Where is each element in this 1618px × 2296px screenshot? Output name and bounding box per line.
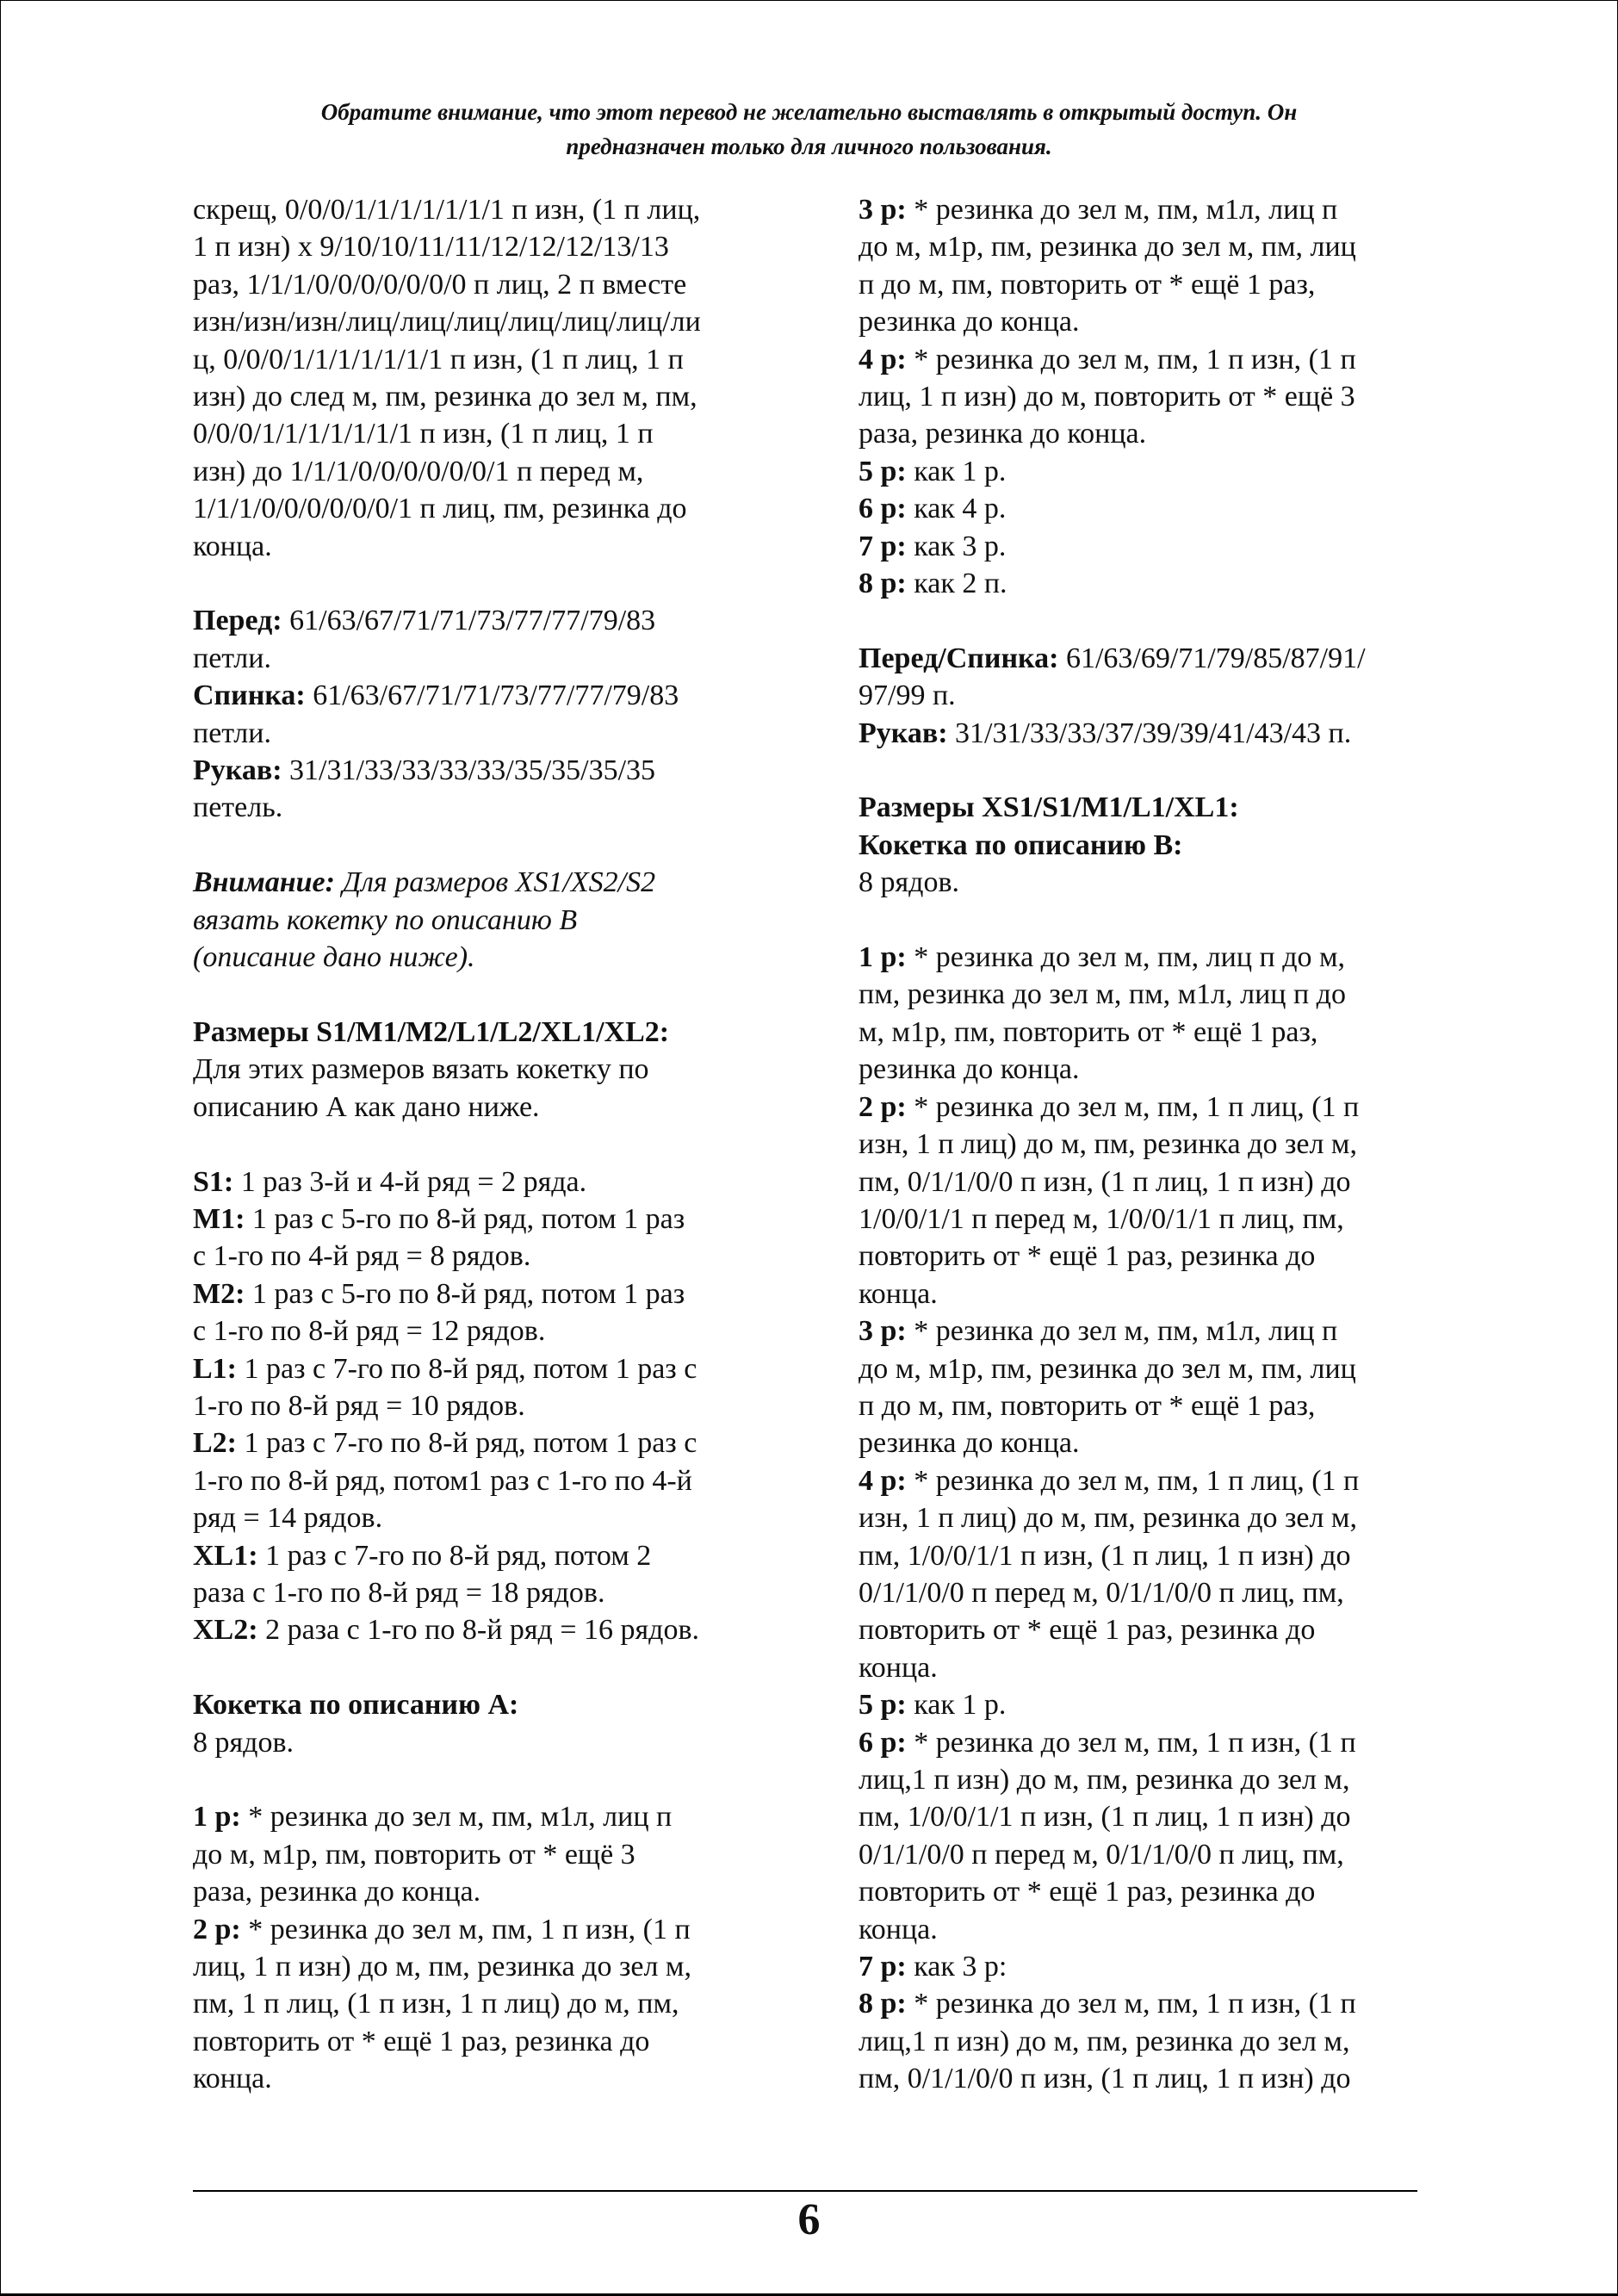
text-line: скрещ, 0/0/0/1/1/1/1/1/1/1 п изн, (1 п лиц, (193, 194, 701, 226)
text-line: изн) до след м, пм, резинка до зел м, пм, (193, 381, 697, 413)
yoke-b-row-6-cont: лиц,1 п изн) до м, пм, резинка до зел м, (859, 1764, 1350, 1796)
size-l2-cont: ряд = 14 рядов. (193, 1502, 383, 1535)
yoke-a-row-2-cont: пм, 1 п лиц, (1 п изн, 1 п лиц) до м, пм, (193, 1988, 679, 2020)
yoke-b-row-8-cont: пм, 0/1/1/0/0 п изн, (1 п лиц, 1 п изн) до (859, 2063, 1351, 2095)
yoke-b-row-1: 1 р: * резинка до зел м, пм, лиц п до м, (859, 941, 1346, 974)
yoke-a-row-3-cont: резинка до конца. (859, 306, 1080, 338)
right-column (859, 191, 1444, 2098)
yoke-a-row-3-cont: до м, м1р, пм, резинка до зел м, пм, лиц (859, 231, 1356, 264)
front-stitch-count: Перед: 61/63/67/71/71/73/77/77/79/83 (193, 605, 656, 637)
front-stitch-unit: петли. (193, 642, 271, 674)
yoke-a-row-4-cont: лиц, 1 п изн) до м, повторить от * ещё 3 (859, 381, 1355, 413)
yoke-b-row-1-cont: резинка до конца. (859, 1053, 1080, 1086)
size-l1: L1: 1 раз с 7-го по 8-й ряд, потом 1 раз с (193, 1352, 697, 1385)
text-line: изн/изн/изн/лиц/лиц/лиц/лиц/лиц/лиц/ли (193, 306, 701, 338)
sleeve-stitch-count: Рукав: 31/31/33/33/33/33/35/35/35/35 (193, 754, 656, 787)
yoke-b-row-2-cont: конца. (859, 1277, 938, 1310)
yoke-a-row-1-cont: до м, м1р, пм, повторить от * ещё 3 (193, 1838, 635, 1871)
yoke-a-row-7: 7 р: как 3 р. (859, 530, 1007, 562)
sizes-b-heading: Размеры XS1/S1/M1/L1/XL1: (859, 791, 1239, 824)
yoke-b-row-1-cont: м, м1р, пм, повторить от * ещё 1 раз, (859, 1015, 1318, 1048)
yoke-b-row-4-cont: повторить от * ещё 1 раз, резинка до (859, 1614, 1316, 1647)
size-m1: M1: 1 раз с 5-го по 8-й ряд, потом 1 раз (193, 1202, 685, 1235)
sizes-a-text: описанию А как дано ниже. (193, 1090, 540, 1123)
size-xl1-cont: раза с 1-го по 8-й ряд = 18 рядов. (193, 1576, 605, 1609)
text-line: 1 п изн) х 9/10/10/11/11/12/12/12/13/13 (193, 231, 669, 264)
yoke-b-row-2: 2 р: * резинка до зел м, пм, 1 п лиц, (1 п (859, 1090, 1360, 1123)
sizes-a-heading: Размеры S1/M1/M2/L1/L2/XL1/XL2: (193, 1015, 670, 1048)
page-number: 6 (797, 2195, 821, 2244)
text-line: 0/0/0/1/1/1/1/1/1/1 п изн, (1 п лиц, 1 п (193, 418, 654, 450)
text-line: конца. (193, 530, 272, 562)
yoke-b-row-2-cont: изн, 1 п лиц) до м, пм, резинка до зел м, (859, 1128, 1357, 1161)
yoke-b-row-6-cont: пм, 1/0/0/1/1 п изн, (1 п лиц, 1 п изн) до (859, 1801, 1351, 1834)
size-xl1: XL1: 1 раз с 7-го по 8-й ряд, потом 2 (193, 1539, 652, 1572)
size-s1: S1: 1 раз 3-й и 4-й ряд = 2 ряда. (193, 1165, 587, 1198)
yoke-b-row-4-cont: 0/1/1/0/0 п перед м, 0/1/1/0/0 п лиц, пм, (859, 1576, 1344, 1609)
yoke-a-row-2-cont: лиц, 1 п изн) до м, пм, резинка до зел м, (193, 1951, 691, 1983)
size-m2-cont: с 1-го по 8-й ряд = 12 рядов. (193, 1315, 546, 1348)
disclaimer-header (138, 95, 1480, 164)
size-l2-cont: 1-го по 8-й ряд, потом1 раз с 1-го по 4-й (193, 1464, 692, 1497)
disclaimer-line-2: предназначен только для личного пользования. (566, 133, 1052, 159)
front-back-count: Перед/Спинка: 61/63/69/71/79/85/87/91/ (859, 642, 1366, 674)
yoke-a-row-6: 6 р: как 4 р. (859, 493, 1007, 525)
yoke-b-row-6: 6 р: * резинка до зел м, пм, 1 п изн, (1 п (859, 1726, 1356, 1759)
yoke-a-rows: 8 рядов. (193, 1726, 294, 1759)
size-l1-cont: 1-го по 8-й ряд = 10 рядов. (193, 1389, 525, 1422)
size-xl2: XL2: 2 раза с 1-го по 8-й ряд = 16 рядов. (193, 1614, 700, 1647)
yoke-b-row-4-cont: пм, 1/0/0/1/1 п изн, (1 п лиц, 1 п изн) до (859, 1539, 1351, 1572)
intro-paragraph (193, 191, 778, 565)
yoke-a-row-4-cont: раза, резинка до конца. (859, 418, 1147, 450)
yoke-b-row-4-cont: изн, 1 п лиц) до м, пм, резинка до зел м, (859, 1502, 1357, 1535)
yoke-b-row-6-cont: конца. (859, 1913, 938, 1945)
yoke-b-row-1-cont: пм, резинка до зел м, пм, м1л, лиц п до (859, 978, 1346, 1011)
text-line: 1/1/1/0/0/0/0/0/0/1 п лиц, пм, резинка до (193, 493, 687, 525)
yoke-b-row-3-cont: резинка до конца. (859, 1427, 1080, 1460)
disclaimer-line-1: Обратите внимание, что этот перевод не желательно выставлять в открытый доступ. Он (320, 99, 1298, 125)
yoke-a-row-2: 2 р: * резинка до зел м, пм, 1 п изн, (1 п (193, 1913, 691, 1945)
yoke-b-heading: Кокетка по описанию В: (859, 828, 1183, 861)
yoke-b-row-2-cont: 1/0/0/1/1 п перед м, 1/0/0/1/1 п лиц, пм, (859, 1202, 1344, 1235)
sleeve-count: Рукав: 31/31/33/33/37/39/39/41/43/43 п. (859, 717, 1352, 749)
yoke-b-row-3-cont: п до м, пм, повторить от * ещё 1 раз, (859, 1389, 1316, 1422)
yoke-a-row-3-cont: п до м, пм, повторить от * ещё 1 раз, (859, 268, 1316, 301)
text-line: раз, 1/1/1/0/0/0/0/0/0/0 п лиц, 2 п вместе (193, 268, 687, 301)
yoke-a-heading: Кокетка по описанию А: (193, 1689, 519, 1722)
yoke-a-row-3: 3 р: * резинка до зел м, пм, м1л, лиц п (859, 194, 1338, 226)
yoke-b-row-2-cont: повторить от * ещё 1 раз, резинка до (859, 1240, 1316, 1273)
yoke-a-row-2-cont: повторить от * ещё 1 раз, резинка до (193, 2025, 650, 2057)
yoke-b-row-3: 3 р: * резинка до зел м, пм, м1л, лиц п (859, 1315, 1338, 1348)
yoke-b-row-4: 4 р: * резинка до зел м, пм, 1 п лиц, (1 п (859, 1464, 1360, 1497)
yoke-b-row-7: 7 р: как 3 р: (859, 1951, 1007, 1983)
yoke-b-row-4-cont: конца. (859, 1651, 938, 1684)
text-line: ц, 0/0/0/1/1/1/1/1/1/1 п изн, (1 п лиц, 1 п (193, 343, 684, 375)
attention-note: Внимание: Для размеров XS1/XS2/S2 вязать кокетку по описанию В (описание дано ниже). (193, 866, 656, 974)
yoke-b-row-6-cont: повторить от * ещё 1 раз, резинка до (859, 1876, 1316, 1908)
left-column (193, 191, 778, 2098)
sleeve-stitch-unit: петель. (193, 791, 283, 824)
yoke-a-row-4: 4 р: * резинка до зел м, пм, 1 п изн, (1 п (859, 343, 1356, 375)
size-l2: L2: 1 раз с 7-го по 8-й ряд, потом 1 раз с (193, 1427, 697, 1460)
yoke-a-row-1: 1 р: * резинка до зел м, пм, м1л, лиц п (193, 1801, 673, 1834)
front-back-count-cont: 97/99 п. (859, 679, 956, 712)
sizes-a-text: Для этих размеров вязать кокетку по (193, 1053, 649, 1086)
yoke-a-row-1-cont: раза, резинка до конца. (193, 1876, 481, 1908)
size-m1-cont: с 1-го по 4-й ряд = 8 рядов. (193, 1240, 531, 1273)
yoke-b-row-2-cont: пм, 0/1/1/0/0 п изн, (1 п лиц, 1 п изн) до (859, 1165, 1351, 1198)
size-m2: M2: 1 раз с 5-го по 8-й ряд, потом 1 раз (193, 1277, 685, 1310)
back-stitch-unit: петли. (193, 717, 271, 749)
yoke-b-row-3-cont: до м, м1р, пм, резинка до зел м, пм, лиц (859, 1352, 1356, 1385)
text-line: изн) до 1/1/1/0/0/0/0/0/0/1 п перед м, (193, 455, 644, 487)
yoke-a-row-8: 8 р: как 2 п. (859, 568, 1007, 600)
yoke-b-rows: 8 рядов. (859, 866, 959, 899)
yoke-a-row-5: 5 р: как 1 р. (859, 455, 1007, 487)
yoke-a-row-2-cont: конца. (193, 2063, 272, 2095)
footer-divider (193, 2190, 1417, 2192)
yoke-b-row-8: 8 р: * резинка до зел м, пм, 1 п изн, (1 п (859, 1988, 1356, 2020)
yoke-b-row-6-cont: 0/1/1/0/0 п перед м, 0/1/1/0/0 п лиц, пм, (859, 1838, 1344, 1871)
back-stitch-count: Спинка: 61/63/67/71/71/73/77/77/79/83 (193, 679, 679, 712)
yoke-b-row-5: 5 р: как 1 р. (859, 1689, 1007, 1722)
yoke-b-row-8-cont: лиц,1 п изн) до м, пм, резинка до зел м, (859, 2025, 1350, 2057)
